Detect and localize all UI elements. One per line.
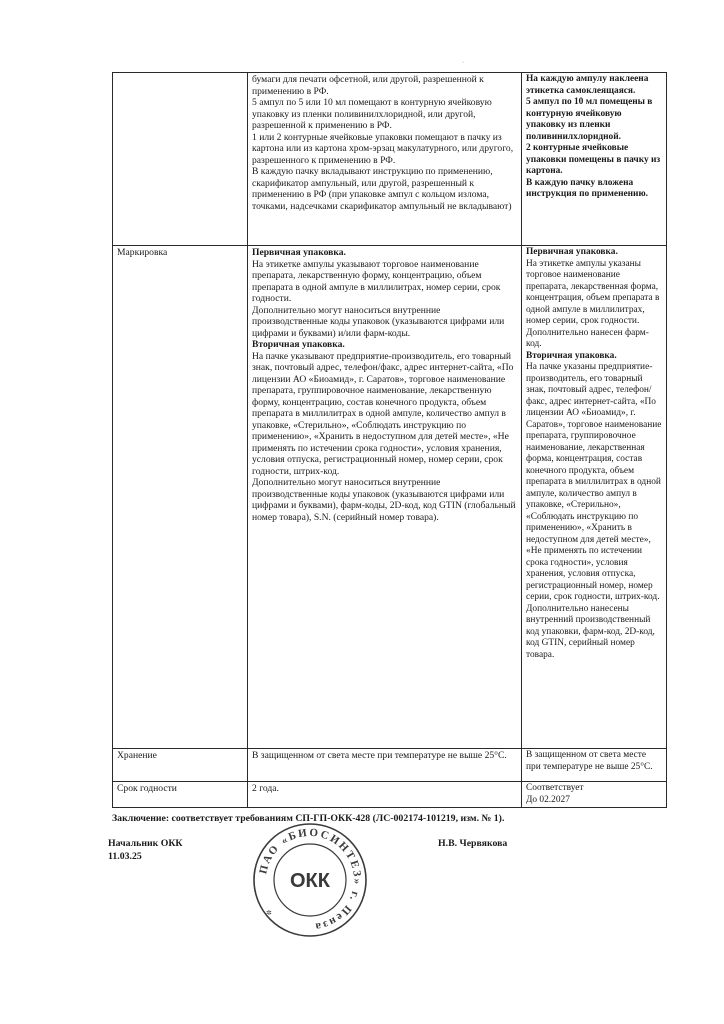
- storage-requirement-cell: В защищенном от света месте при температуре не выше 25°С.: [248, 749, 522, 782]
- marking-result-cell: [522, 246, 667, 749]
- marking-result-para: На этикетке ампулы указаны торговое наименование препарата, лекарственная форма, концентрация, объем препарата в одной ампуле в миллилитрах, номер серии, срок годности.: [526, 258, 660, 326]
- scan-speck: ·: [462, 60, 464, 66]
- packaging-result-para: В каждую пачку вложена инструкция по применению.: [526, 177, 648, 199]
- packaging-requirement-cell: [248, 73, 522, 246]
- okk-stamp: [250, 820, 370, 940]
- packaging-req-para: 1 или 2 контурные ячейковые упаковки помещают в пачку из картона или из картона хром-эрзац макулатурного, или другого, разрешенного к применению в РФ.: [252, 131, 514, 166]
- marking-req-para: Дополнительно могут наноситься внутренние производственные коды упаковок (указываются цифрами или цифрами и буквами) и/или фарм-коды.: [252, 304, 505, 339]
- shelf-life-label-cell: Срок годности: [113, 782, 248, 808]
- table-row-marking: [113, 246, 667, 749]
- marking-req-para: На этикетке ампулы указывают торговое наименование препарата, лекарственную форму, концентрацию, объем препарата в одной ампуле в миллилитрах, номер серии, срок годности.: [252, 258, 501, 304]
- shelf-life-result-date: До 02.2027: [526, 794, 570, 805]
- shelf-life-requirement-cell: 2 года.: [248, 782, 522, 808]
- marking-label-cell: Маркировка: [113, 246, 248, 749]
- marking-result-para: Дополнительно нанесен фарм-код.: [526, 327, 649, 349]
- signer-name: Н.В. Червякова: [438, 838, 508, 849]
- shelf-life-result-cell: [522, 782, 667, 808]
- shelf-life-result-status: Соответствует: [526, 783, 584, 793]
- marking-result-secondary-heading: Вторичная упаковка.: [526, 350, 617, 361]
- marking-result-para: Дополнительно нанесены внутренний производственный код упаковки, фарм-код, 2D-код, код GTIN, серийный номер товара.: [526, 603, 655, 660]
- signer-title: Начальник ОКК: [108, 838, 183, 849]
- storage-result-cell: В защищенном от света месте при температуре не выше 25°С.: [522, 749, 667, 782]
- packaging-req-para: бумаги для печати офсетной, или другой, разрешенной к применению в РФ.: [252, 74, 484, 97]
- packaging-result-para: На каждую ампулу наклеена этикетка самоклеящаяся.: [526, 74, 649, 96]
- packaging-result-cell: [522, 73, 667, 246]
- marking-req-secondary-heading: Вторичная упаковка.: [252, 339, 345, 350]
- packaging-result-para: 2 контурные ячейковые упаковки помещены в пачку из картона.: [526, 143, 661, 176]
- packaging-label-cell: [113, 73, 248, 246]
- storage-label-cell: Хранение: [113, 749, 248, 782]
- table-row-packaging: [113, 73, 667, 246]
- packaging-result-para: 5 ампул по 10 мл помещены в контурную ячейковую упаковку из пленки поливинилхлоридной.: [526, 97, 653, 142]
- marking-req-para: На пачке указывают предприятие-производитель, его товарный знак, почтовый адрес, телефон/факс, адрес интернет-сайта, «По лицензии АО «Биоамид», г. Саратов», торговое наименование препарата, группировочное наименование, лекарственную форму, концентрацию, состав конечного продукта, объем препарата в миллилитрах в одной ампуле, количество ампул в упаковке, «Стерильно», «Соблюдать инструкцию по применению», «Хранить в недоступном для детей месте», «Не применять по истечении срока годности», условия хранения, условия отпуска, регистрационный номер, номер серии, срок годности, штрих-код.: [252, 350, 514, 477]
- marking-result-para: На пачке указаны предприятие-производитель, его товарный знак, почтовый адрес, телефон/факс, адрес интернет-сайта, «По лицензии АО «Биоамид», г. Саратов», торговое наименование препарата, группировочное наименование, лекарственная форма, концентрация, состав конечного продукта, объем препарата в миллилитрах в одной ампуле, количество ампул в упаковке, «Стерильно», «Соблюдать инструкцию по применению», «Хранить в недоступном для детей месте», «Не применять по истечении срока годности», условия хранения, условия отпуска, регистрационный номер, номер серии, срок годности, штрих-код.: [526, 362, 662, 602]
- stamp-star-icon: ✲: [266, 909, 272, 917]
- stamp-center-text: ОКК: [290, 870, 330, 892]
- signer-date: 11.03.25: [108, 851, 142, 862]
- packaging-req-para: В каждую пачку вкладывают инструкцию по применению, скарификатор ампульный, или другой, разрешенный к применению в РФ (при упаковке ампул с кольцом излома, точками, надсечками скарификатор ампульный не вкладывают): [252, 166, 512, 212]
- packaging-req-para: 5 ампул по 5 или 10 мл помещают в контурную ячейковую упаковку из пленки поливинилхлоридной, или другой, разрешенной к применению в РФ.: [252, 97, 492, 131]
- marking-req-primary-heading: Первичная упаковка.: [252, 247, 346, 258]
- conclusion-text: Заключение: соответствует требованиям СП-ГП-ОКК-428 (ЛС-002174-101219, изм. № 1).: [112, 813, 505, 824]
- table-row-shelf-life: [113, 782, 667, 808]
- stamp-ring-text: ПАО «БИОСИНТЕЗ» г. Пенза: [257, 826, 364, 933]
- marking-req-para: Дополнительно могут наноситься внутренние производственные коды упаковок (указываются цифрами или цифрами и буквами), фарм-коды, 2D-код, код GTIN (глобальный номер товара), S.N. (серийный номер товара).: [252, 477, 516, 523]
- specification-table: [112, 72, 667, 808]
- table-row-storage: [113, 749, 667, 782]
- marking-requirement-cell: [248, 246, 522, 749]
- marking-result-primary-heading: Первичная упаковка.: [526, 247, 618, 257]
